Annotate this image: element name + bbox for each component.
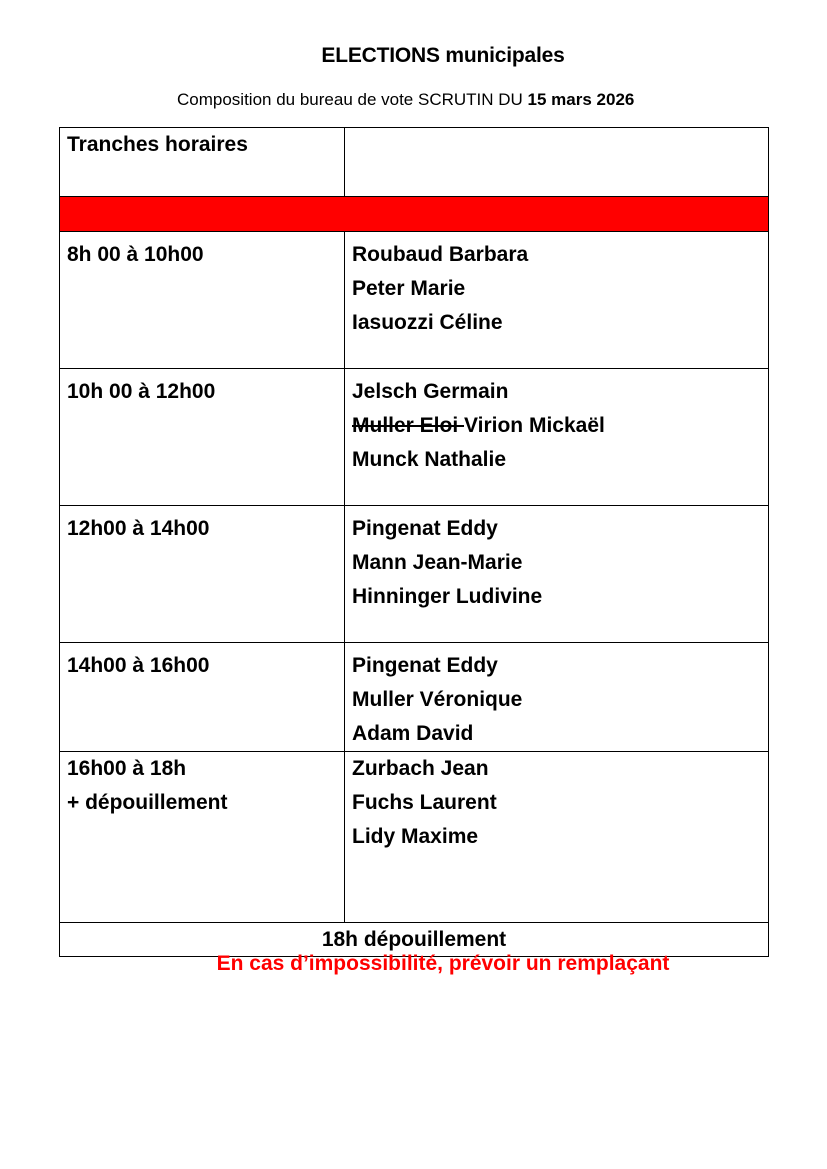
red-band-row	[60, 197, 769, 232]
staff-name: Mann Jean-Marie	[352, 551, 523, 574]
names-cell	[345, 643, 769, 752]
names-cell	[345, 232, 769, 369]
warning-note: En cas d’impossibilité, prévoir un remplaçant	[216, 952, 670, 975]
staff-name: Lidy Maxime	[352, 825, 479, 848]
time-cell	[60, 506, 345, 643]
names-cell	[345, 506, 769, 643]
staff-name: Munck Nathalie	[352, 448, 507, 471]
time-range: 16h00 à 18h	[67, 757, 187, 780]
time-cell	[60, 752, 345, 923]
document-title: ELECTIONS municipales	[321, 44, 565, 67]
red-band	[60, 197, 769, 232]
election-date: 15 mars 2026	[527, 90, 635, 109]
replacement-line	[352, 409, 768, 443]
time-note: + dépouillement	[67, 791, 228, 814]
names-cell	[345, 369, 769, 506]
staff-name: Adam David	[352, 722, 474, 745]
header-time-label: Tranches horaires	[67, 133, 248, 156]
time-cell	[60, 643, 345, 752]
schedule-table	[59, 127, 769, 957]
document-subtitle	[177, 90, 634, 110]
counting-label: 18h dépouillement	[321, 928, 507, 951]
staff-name: Muller Véronique	[352, 688, 523, 711]
staff-name: Pingenat Eddy	[352, 654, 498, 677]
staff-name: Jelsch Germain	[352, 380, 509, 403]
time-slot-row	[60, 232, 769, 369]
time-range: 8h 00 à 10h00	[67, 243, 204, 266]
time-slot-row	[60, 643, 769, 752]
struck-staff-name: Muller Eloi	[352, 414, 465, 437]
time-slot-row	[60, 369, 769, 506]
time-cell	[60, 232, 345, 369]
table-header-row	[60, 128, 769, 197]
time-range: 12h00 à 14h00	[67, 517, 210, 540]
staff-name: Roubaud Barbara	[352, 243, 529, 266]
staff-name: Pingenat Eddy	[352, 517, 498, 540]
header-cell-names	[345, 128, 769, 197]
time-slot-row	[60, 506, 769, 643]
staff-name: Iasuozzi Céline	[352, 311, 503, 334]
time-slot-row	[60, 752, 769, 923]
names-cell	[345, 752, 769, 923]
staff-name: Peter Marie	[352, 277, 466, 300]
header-names-label	[345, 128, 768, 133]
staff-name: Hinninger Ludivine	[352, 585, 543, 608]
staff-name: Fuchs Laurent	[352, 791, 497, 814]
header-cell-time	[60, 128, 345, 197]
time-range: 10h 00 à 12h00	[67, 380, 216, 403]
time-cell	[60, 369, 345, 506]
time-range: 14h00 à 16h00	[67, 654, 210, 677]
staff-name: Zurbach Jean	[352, 757, 489, 780]
replacement-staff-name: Virion Mickaël	[464, 414, 605, 437]
subtitle-text: Composition du bureau de vote SCRUTIN DU	[177, 90, 528, 109]
